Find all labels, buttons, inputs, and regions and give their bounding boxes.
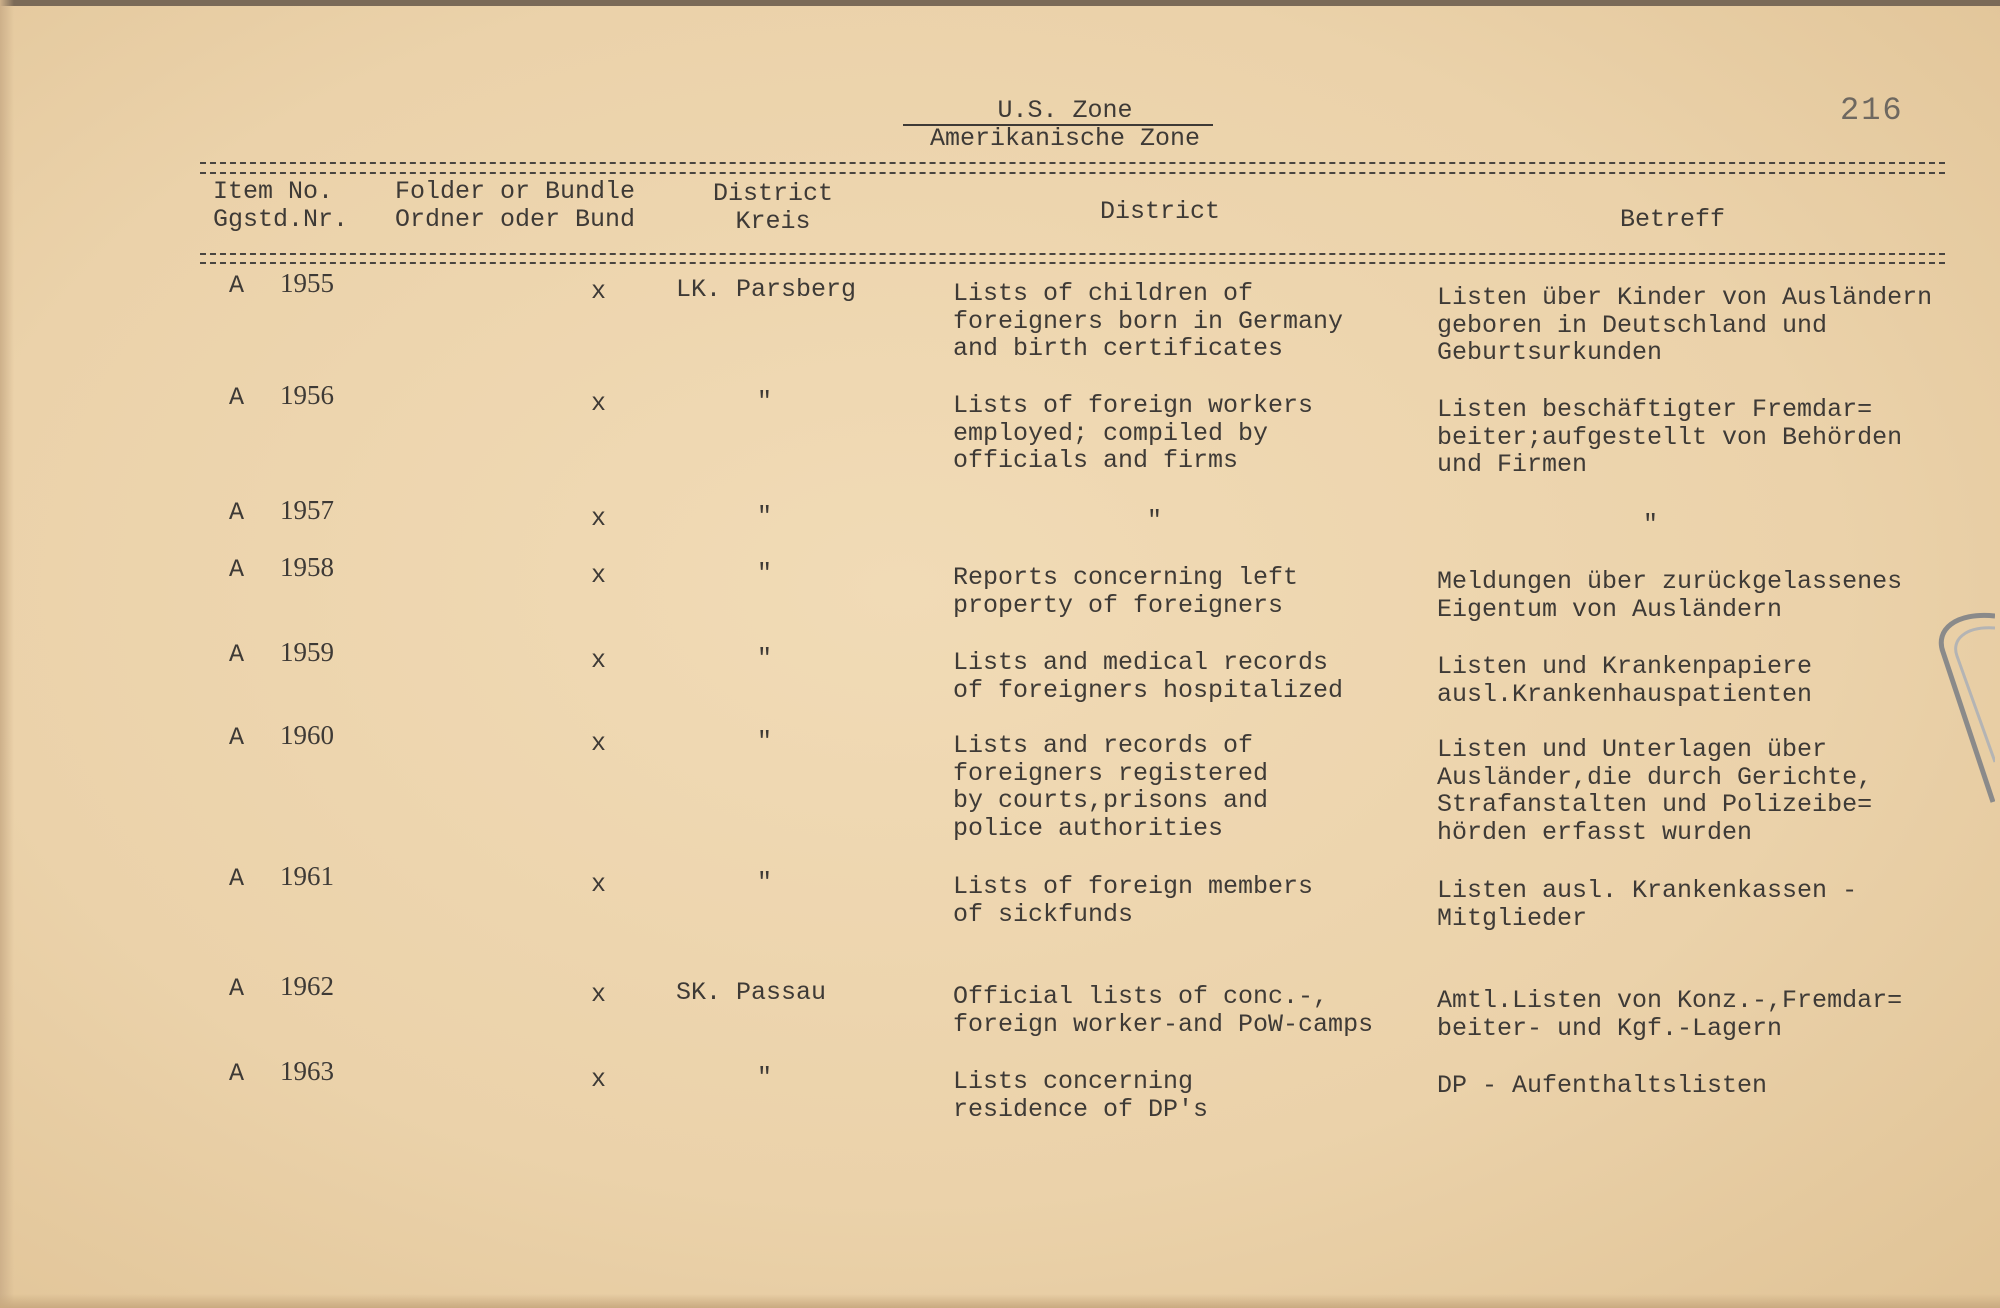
header-bottom-rule-2 bbox=[200, 262, 1945, 264]
subject-de-line: Eigentum von Ausländern bbox=[1437, 594, 1783, 624]
district-name: SK. Passau bbox=[676, 978, 827, 1007]
subject-en-line: Lists of children of bbox=[953, 279, 1254, 308]
column-header-district-en: District bbox=[712, 179, 834, 208]
subject-de-line: Listen beschäftigter Fremdar= bbox=[1437, 395, 1873, 424]
folder-mark: x bbox=[591, 389, 607, 418]
item-prefix: A bbox=[229, 640, 245, 669]
subject-en-line: employed; compiled by bbox=[953, 418, 1269, 448]
folder-mark: x bbox=[591, 646, 607, 675]
subject-en-line: of foreigners hospitalized bbox=[953, 675, 1344, 705]
subject-en-line: foreigners registered bbox=[953, 758, 1269, 788]
item-number: 1961 bbox=[280, 861, 334, 891]
subject-en-line: Lists and records of bbox=[953, 731, 1254, 760]
column-header-item-de: Ggstd.Nr. bbox=[213, 205, 349, 234]
item-number: 1957 bbox=[280, 495, 334, 525]
subject-en-line: officials and firms bbox=[953, 446, 1239, 475]
item-number: 1956 bbox=[280, 380, 334, 410]
subject-en-line: Reports concerning left bbox=[953, 563, 1299, 592]
subject-en-line: of sickfunds bbox=[953, 899, 1134, 929]
folder-mark: x bbox=[591, 561, 607, 590]
item-number: 1955 bbox=[280, 268, 334, 298]
column-header-district-de: Kreis bbox=[735, 207, 811, 236]
subject-de-line: beiter;aufgestellt von Behörden bbox=[1437, 422, 1903, 452]
subject-de-line: Amtl.Listen von Konz.-,Fremdar= bbox=[1437, 986, 1903, 1015]
subject-en-line: foreign worker-and PoW-camps bbox=[953, 1009, 1374, 1039]
item-prefix: A bbox=[229, 1059, 245, 1088]
item-prefix: A bbox=[229, 555, 245, 584]
subject-en-line: foreigners born in Germany bbox=[953, 306, 1344, 336]
column-header-folder bbox=[395, 178, 635, 234]
item-number: 1962 bbox=[280, 971, 334, 1001]
subject-de-line: und Firmen bbox=[1437, 450, 1588, 479]
subject-de-line: Listen ausl. Krankenkassen - bbox=[1437, 876, 1858, 905]
column-header-district bbox=[708, 180, 838, 236]
zone-title-en: U.S. Zone bbox=[997, 96, 1133, 125]
zone-title-de: Amerikanische Zone bbox=[929, 124, 1201, 153]
subject-de-line: Meldungen über zurückgelassenes bbox=[1437, 567, 1903, 596]
subject-en-line: property of foreigners bbox=[953, 590, 1284, 620]
item-prefix: A bbox=[229, 864, 245, 893]
folder-mark: x bbox=[591, 729, 607, 758]
item-number: 1963 bbox=[280, 1056, 334, 1086]
subject-en-line: police authorities bbox=[953, 813, 1224, 843]
subject-en-line: Lists of foreign members bbox=[953, 872, 1314, 901]
item-prefix: A bbox=[229, 974, 245, 1003]
subject-de-line: DP - Aufenthaltslisten bbox=[1437, 1071, 1768, 1100]
subject-de-line: hörden erfasst wurden bbox=[1437, 817, 1753, 847]
folder-mark: x bbox=[591, 1065, 607, 1094]
subject-en-line: residence of DP's bbox=[953, 1094, 1209, 1124]
column-header-folder-de: Ordner oder Bund bbox=[395, 205, 636, 234]
district-name: " bbox=[757, 387, 773, 416]
district-name: " bbox=[757, 1063, 773, 1092]
subject-de-line: Listen und Unterlagen über bbox=[1437, 735, 1828, 764]
district-name: " bbox=[757, 727, 773, 756]
subject-de-line: Ausländer,die durch Gerichte, bbox=[1437, 762, 1873, 792]
column-header-betreff: Betreff bbox=[1620, 205, 1726, 234]
header-top-rule-2 bbox=[200, 172, 1945, 174]
header-top-rule bbox=[200, 162, 1945, 164]
subject-en-line: Official lists of conc.-, bbox=[953, 982, 1329, 1011]
column-header-folder-en: Folder or Bundle bbox=[395, 177, 636, 206]
subject-en-line: Lists and medical records bbox=[953, 648, 1329, 677]
item-prefix: A bbox=[229, 271, 245, 300]
subject-en-line: Lists concerning bbox=[953, 1067, 1194, 1096]
district-name: " bbox=[757, 559, 773, 588]
folder-mark: x bbox=[591, 870, 607, 899]
folder-mark: x bbox=[591, 980, 607, 1009]
subject-en-line: and birth certificates bbox=[953, 334, 1284, 363]
subject-de-line: Mitglieder bbox=[1437, 903, 1588, 933]
district-name: " bbox=[757, 868, 773, 897]
subject-de-line: Listen über Kinder von Ausländern bbox=[1437, 283, 1933, 312]
subject-de-line: ausl.Krankenhauspatienten bbox=[1437, 679, 1813, 709]
subject-de-line: Listen und Krankenpapiere bbox=[1437, 652, 1813, 681]
header-bottom-rule bbox=[200, 253, 1945, 255]
item-number: 1958 bbox=[280, 552, 334, 582]
page-left-shadow bbox=[0, 0, 14, 1308]
subject-en-line: Lists of foreign workers bbox=[953, 391, 1314, 420]
subject-de-line: " bbox=[1643, 510, 1659, 539]
subject-en-line: by courts,prisons and bbox=[953, 786, 1269, 815]
page-top-edge bbox=[0, 0, 2000, 6]
district-name: LK. Parsberg bbox=[676, 275, 857, 304]
subject-de-line: geboren in Deutschland und bbox=[1437, 310, 1828, 340]
paper-clip-icon bbox=[1935, 612, 1995, 812]
item-prefix: A bbox=[229, 498, 245, 527]
column-header-item bbox=[213, 178, 348, 234]
column-header-item-en: Item No. bbox=[213, 177, 334, 206]
folder-mark: x bbox=[591, 277, 607, 306]
item-prefix: A bbox=[229, 383, 245, 412]
column-header-district-description: District bbox=[1100, 197, 1221, 226]
subject-en-line: " bbox=[1147, 506, 1163, 535]
subject-de-line: Geburtsurkunden bbox=[1437, 338, 1663, 367]
item-number: 1959 bbox=[280, 637, 334, 667]
item-prefix: A bbox=[229, 723, 245, 752]
folder-mark: x bbox=[591, 504, 607, 533]
subject-de-line: Strafanstalten und Polizeibe= bbox=[1437, 790, 1873, 819]
page-number: 216 bbox=[1840, 92, 1904, 129]
subject-de-line: beiter- und Kgf.-Lagern bbox=[1437, 1013, 1783, 1043]
district-name: " bbox=[757, 502, 773, 531]
item-number: 1960 bbox=[280, 720, 334, 750]
page-bottom-shadow bbox=[0, 1294, 2000, 1308]
district-name: " bbox=[757, 644, 773, 673]
